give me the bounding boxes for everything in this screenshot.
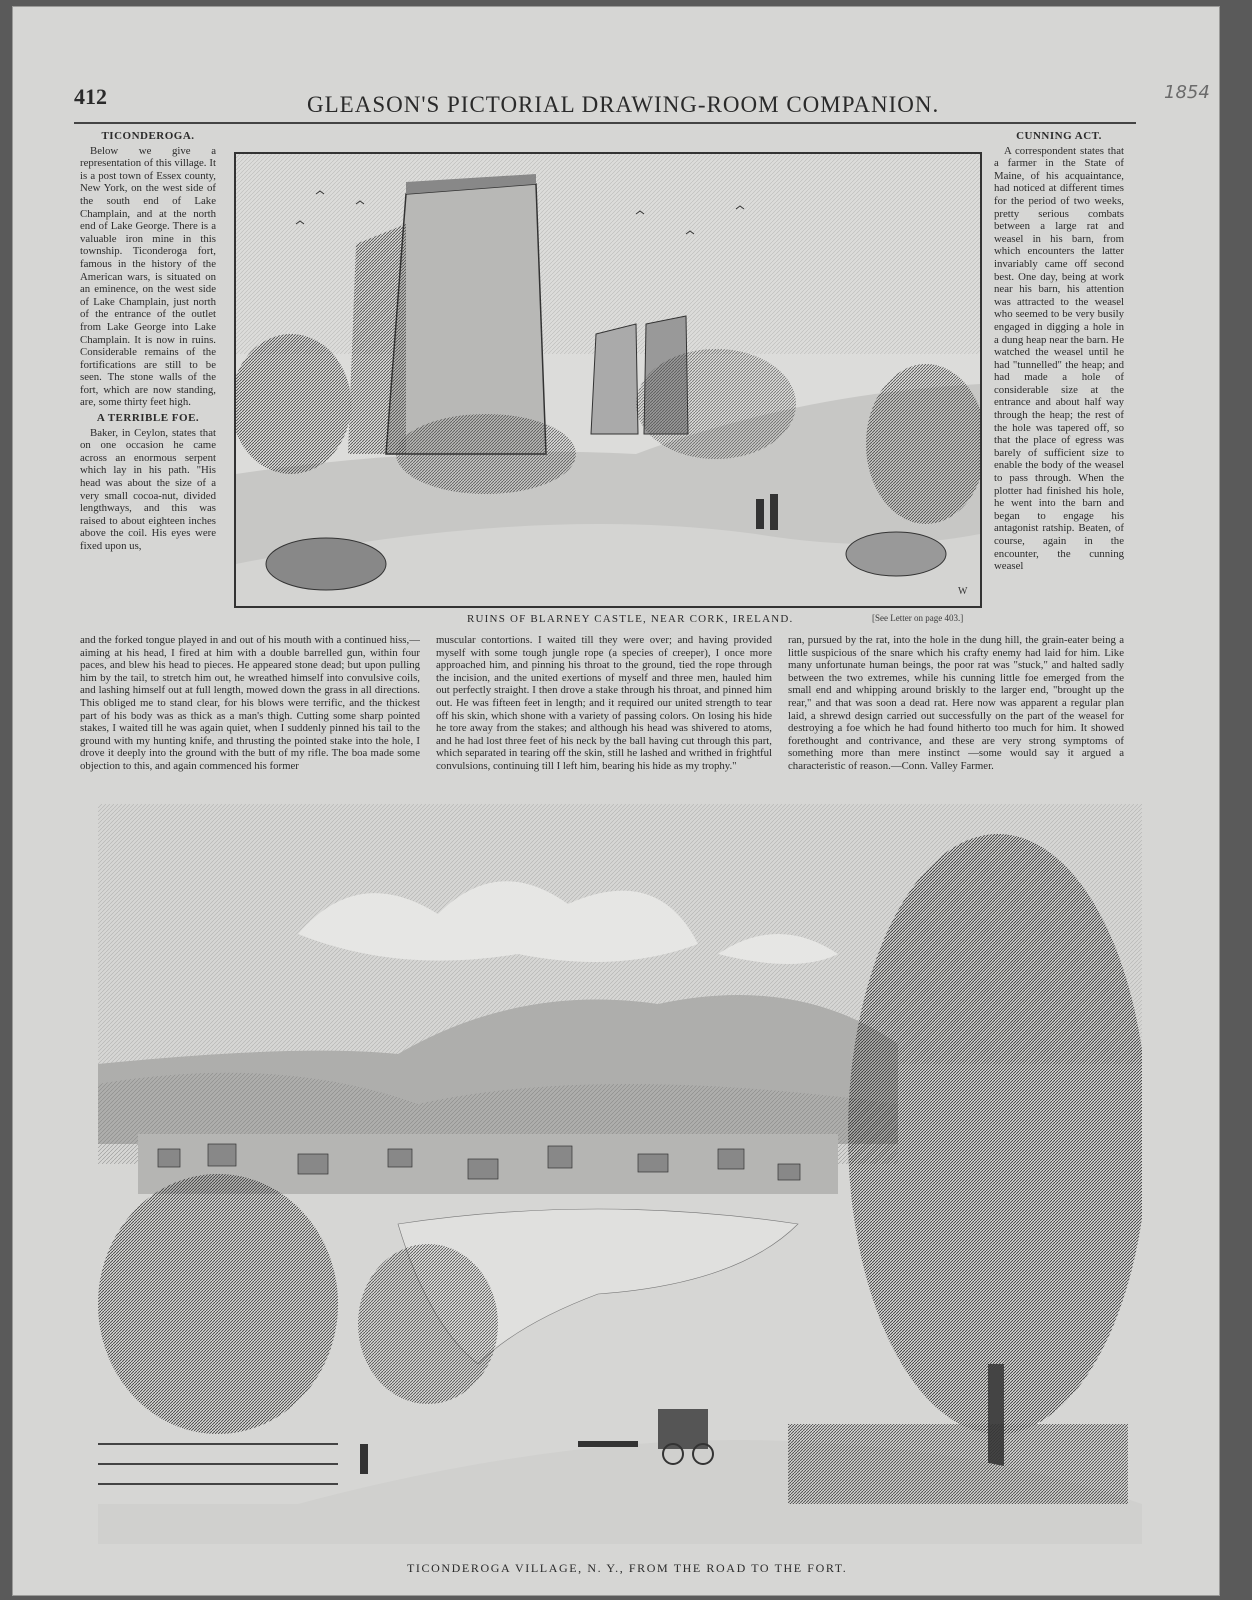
newspaper-page — [12, 6, 1220, 1596]
castle-illustration — [236, 154, 980, 606]
article-text-ticonderoga: Below we give a representation of this village. It is a post town of Essex county, New York, on the west side of the south end of Lake Champlain, and at the north end of Lake George. There is a valuable iron mine in this township. Ticonderoga fort, famous in the history of the American wars, is situated on an eminence, on the west side of Lake Champlain, just north of the entrance of the outlet from Lake George into Lake Champlain. It is now in ruins. Considerable remains of the fortifications are still to be seen. The stone walls of the fort, which are now standing, are, some thirty feet high. — [80, 144, 216, 409]
article-text-cunning-act: A correspondent states that a farmer in the State of Maine, of his acquaintance, had noticed at different times for the period of two weeks, pretty serious combats between a large rat and weasel in his barn, from which encounters the latter invariably came off second best. One day, being at work near his barn, his attention was attracted to the weasel who seemed to be very busily engaged in digging a hole in a dung heap near the barn. He watched the weasel until he had "tunnelled" the heap; and had made a hole of considerable size at the entrance and about half way through the heap; the rest of the hole was tapered off, so that the place of egress was barely of sufficient size to enable the body of the weasel to pass through. When the plotter had finished his hole, he went into the barn and began to engage his antagonist ratship. Beaten, of course, again in the encounter, the cunning weasel — [994, 144, 1124, 573]
village-illustration — [98, 804, 1142, 1544]
bottom-column-3-text: ran, pursued by the rat, into the hole in the dung hill, the grain-eater being a little suspicious of the snare which his crafty enemy had laid for him. Like many unfortunate human beings, the poor rat was "stuck," and halted sadly between the two extremes, while his cunning little foe emerged from the small end and whipping around briskly to the larger end, "brought up the rear," and that was soon a dead rat. Here now was apparent a regular plan laid, a shrewd design carried out successfully on the part of the weasel for destroying a foe which he had found hitherto too much for him. It showed forethought and contrivance, and these are very strong symptoms of something more than mere instinct —some would say it argued a characteristic of reason.—Conn. Valley Farmer. — [788, 634, 1124, 772]
bottom-column-1-text: and the forked tongue played in and out of his mouth with a continued hiss,—aiming at his head, I fired at him with a double barrelled gun, within four paces, and blew his head to pieces. He appeared stone dead; but upon pulling him by the tail, to stretch him out, he wreathed himself into convulsive coils, and lashing himself out at full length, mowed down the grass in all directions. This obliged me to stand clear, for his blows were terrific, and the thickest part of his body was as thick as a man's thigh. Cutting some sharp pointed stakes, I waited till he was again quiet, when I suddenly pinned his tail to the ground with my hunting knife, and thrusting the pointed stake into the hole, I drove it deeply into the ground with the butt of my rifle. The boa made some objection to this, and again commenced his former — [80, 634, 420, 772]
article-heading-cunning-act: CUNNING ACT. — [1016, 130, 1102, 142]
bottom-column-2 — [436, 634, 772, 776]
caption-reference: [See Letter on page 403.] — [872, 613, 964, 623]
pencil-annotation: 1854 — [1164, 82, 1210, 103]
engraver-signature: W — [958, 586, 968, 597]
bottom-column-1 — [80, 634, 420, 776]
article-text-terrible-foe: Baker, in Ceylon, states that on one occasion he came across an enormous serpent which lay in his path. "His head was about the size of a very small cocoa-nut, divided lengthways, and this was raised to about eighteen inches above the coil. His eyes were fixed upon us, — [80, 426, 216, 552]
article-heading-ticonderoga: TICONDEROGA. — [101, 130, 195, 142]
left-column — [80, 130, 216, 638]
ticonderoga-village-engraving — [98, 804, 1142, 1544]
caption-blarney-castle: RUINS OF BLARNEY CASTLE, NEAR CORK, IRELAND. — [467, 613, 794, 625]
page-number: 412 — [74, 84, 107, 109]
caption-ticonderoga-village: TICONDEROGA VILLAGE, N. Y., FROM THE ROAD TO THE FORT. — [407, 1561, 848, 1575]
masthead-title: GLEASON'S PICTORIAL DRAWING-ROOM COMPANION. — [307, 92, 940, 117]
bottom-column-3 — [788, 634, 1124, 776]
right-column — [994, 130, 1124, 630]
header-rule — [74, 122, 1136, 124]
bottom-column-2-text: muscular contortions. I waited till they were over; and having provided myself with some tough jungle rope (a species of creeper), I once more approached him, and pinning his throat to the ground, tied the rope through the incision, and the united exertions of myself and three men, hauled him out perfectly straight. I then drove a stake through his throat, and pinned him out. He was fifteen feet in length; and it required our united strength to tear off his skin, which shone with a variety of passing colors. On losing his hide he tore away from the stakes; and although his head was shivered to atoms, and he had lost three feet of his neck by the ball having cut through this part, which separated in tearing off the skin, still he lashed and writhed in frightful convulsions, continuing till I left him, bearing his hide as my trophy." — [436, 634, 772, 772]
article-heading-terrible-foe: A TERRIBLE FOE. — [96, 412, 200, 425]
blarney-castle-engraving — [234, 152, 982, 608]
